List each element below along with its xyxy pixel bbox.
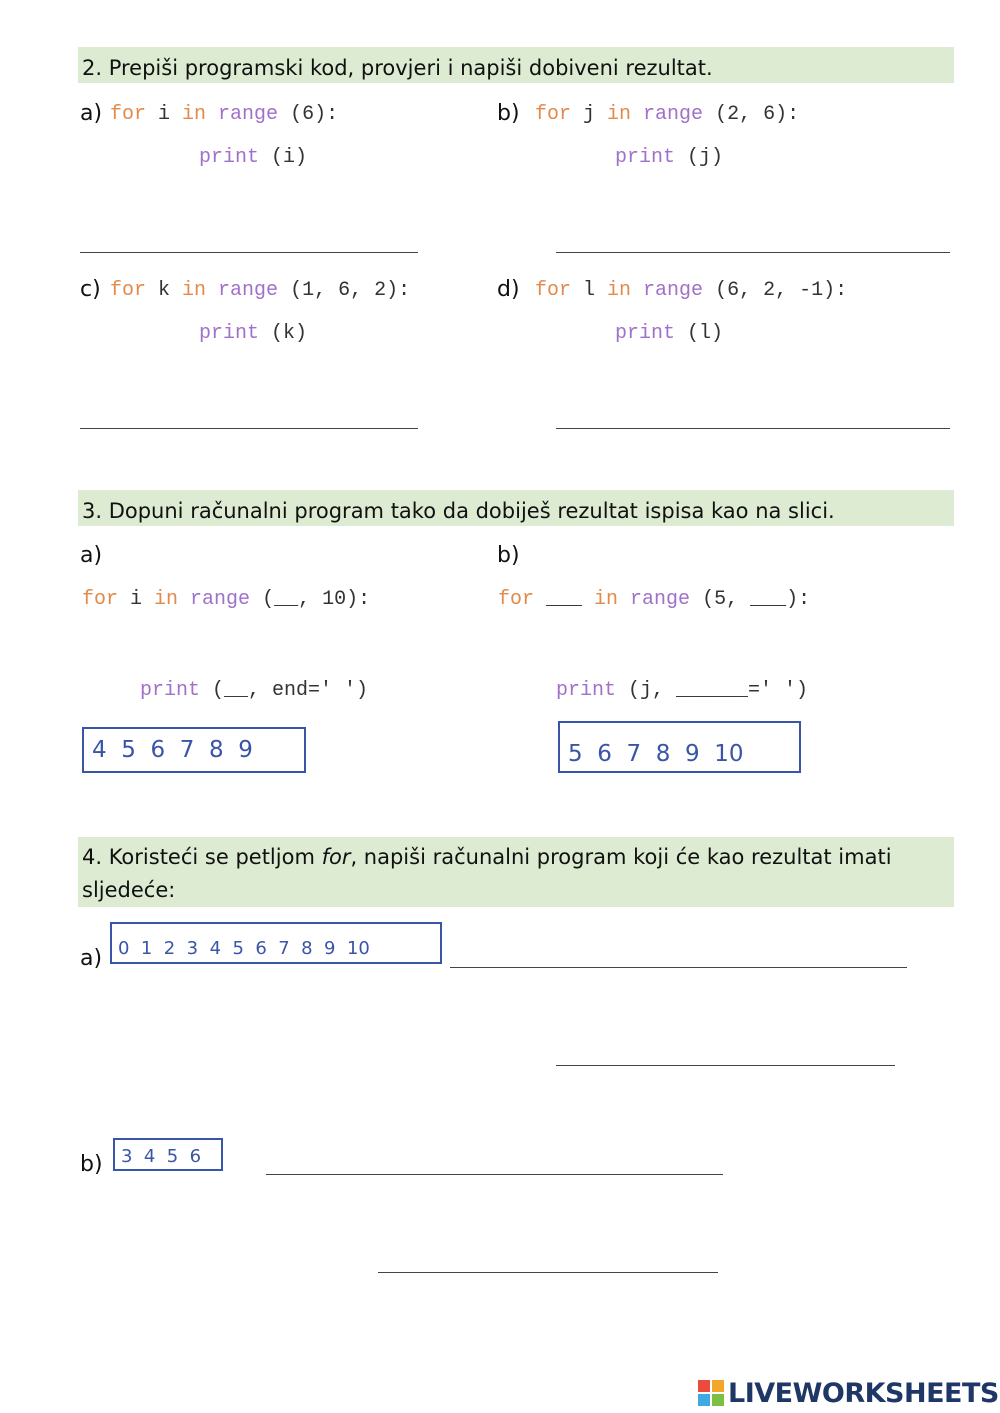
task3a-label: a)	[80, 543, 103, 568]
task2a-label: a)	[80, 101, 103, 126]
task4b-answer-line2[interactable]	[378, 1272, 718, 1273]
task4b-output-box: 3 4 5 6	[113, 1138, 223, 1171]
task2-heading: 2. Prepiši programski kod, provjeri i napiši dobiveni rezultat.	[78, 47, 954, 83]
liveworksheets-logo-icon	[698, 1380, 724, 1406]
task2d-answer-blank[interactable]	[556, 428, 950, 429]
task4a-label: a)	[80, 946, 103, 971]
task3b-output-box: 5 6 7 8 9 10	[558, 721, 801, 773]
task4a-answer-line1[interactable]	[450, 967, 907, 968]
task4-heading-for: for	[321, 845, 351, 869]
task2d-code-line2: print (l)	[615, 322, 724, 345]
task4b-label: b)	[80, 1152, 103, 1177]
task2b-code-line1: for j in range (2, 6):	[535, 103, 800, 126]
task2b-label: b)	[497, 101, 520, 126]
task4a-answer-line2[interactable]	[556, 1065, 895, 1066]
task2c-code-line1: for k in range (1, 6, 2):	[110, 279, 411, 302]
task2d-code-line1: for l in range (6, 2, -1):	[535, 279, 848, 302]
task2a-code-line1: for i in range (6):	[110, 103, 339, 126]
task4b-answer-line1[interactable]	[266, 1174, 723, 1175]
liveworksheets-logo-text: LIVEWORKSHEETS	[728, 1377, 999, 1409]
task2b-answer-blank[interactable]	[556, 252, 950, 253]
task3b-label: b)	[497, 543, 520, 568]
task2a-code-line2: print (i)	[199, 146, 308, 169]
task4a-output-box: 0 1 2 3 4 5 6 7 8 9 10	[110, 922, 442, 964]
task3a-output-box: 4 5 6 7 8 9	[82, 727, 306, 773]
task2c-label: c)	[80, 277, 101, 302]
task3-heading: 3. Dopuni računalni program tako da dobiješ rezultat ispisa kao na slici.	[78, 490, 954, 526]
task2c-answer-blank[interactable]	[80, 428, 418, 429]
task3b-code-line2: print (j, ______=' ')	[556, 679, 809, 702]
task4-heading: 4. Koristeći se petljom for, napiši računalni program koji će kao rezultat imati sljedeće:	[78, 837, 954, 907]
task2c-code-line2: print (k)	[199, 322, 308, 345]
task3a-code-line2: print (__, end=' ')	[140, 679, 369, 702]
task3a-code-line1: for i in range (__, 10):	[82, 588, 371, 611]
task2a-answer-blank[interactable]	[80, 252, 418, 253]
task2b-code-line2: print (j)	[615, 146, 724, 169]
task3b-code-line1: for ___ in range (5, ___):	[498, 588, 811, 611]
task2d-label: d)	[497, 277, 520, 302]
liveworksheets-logo	[698, 1376, 999, 1410]
